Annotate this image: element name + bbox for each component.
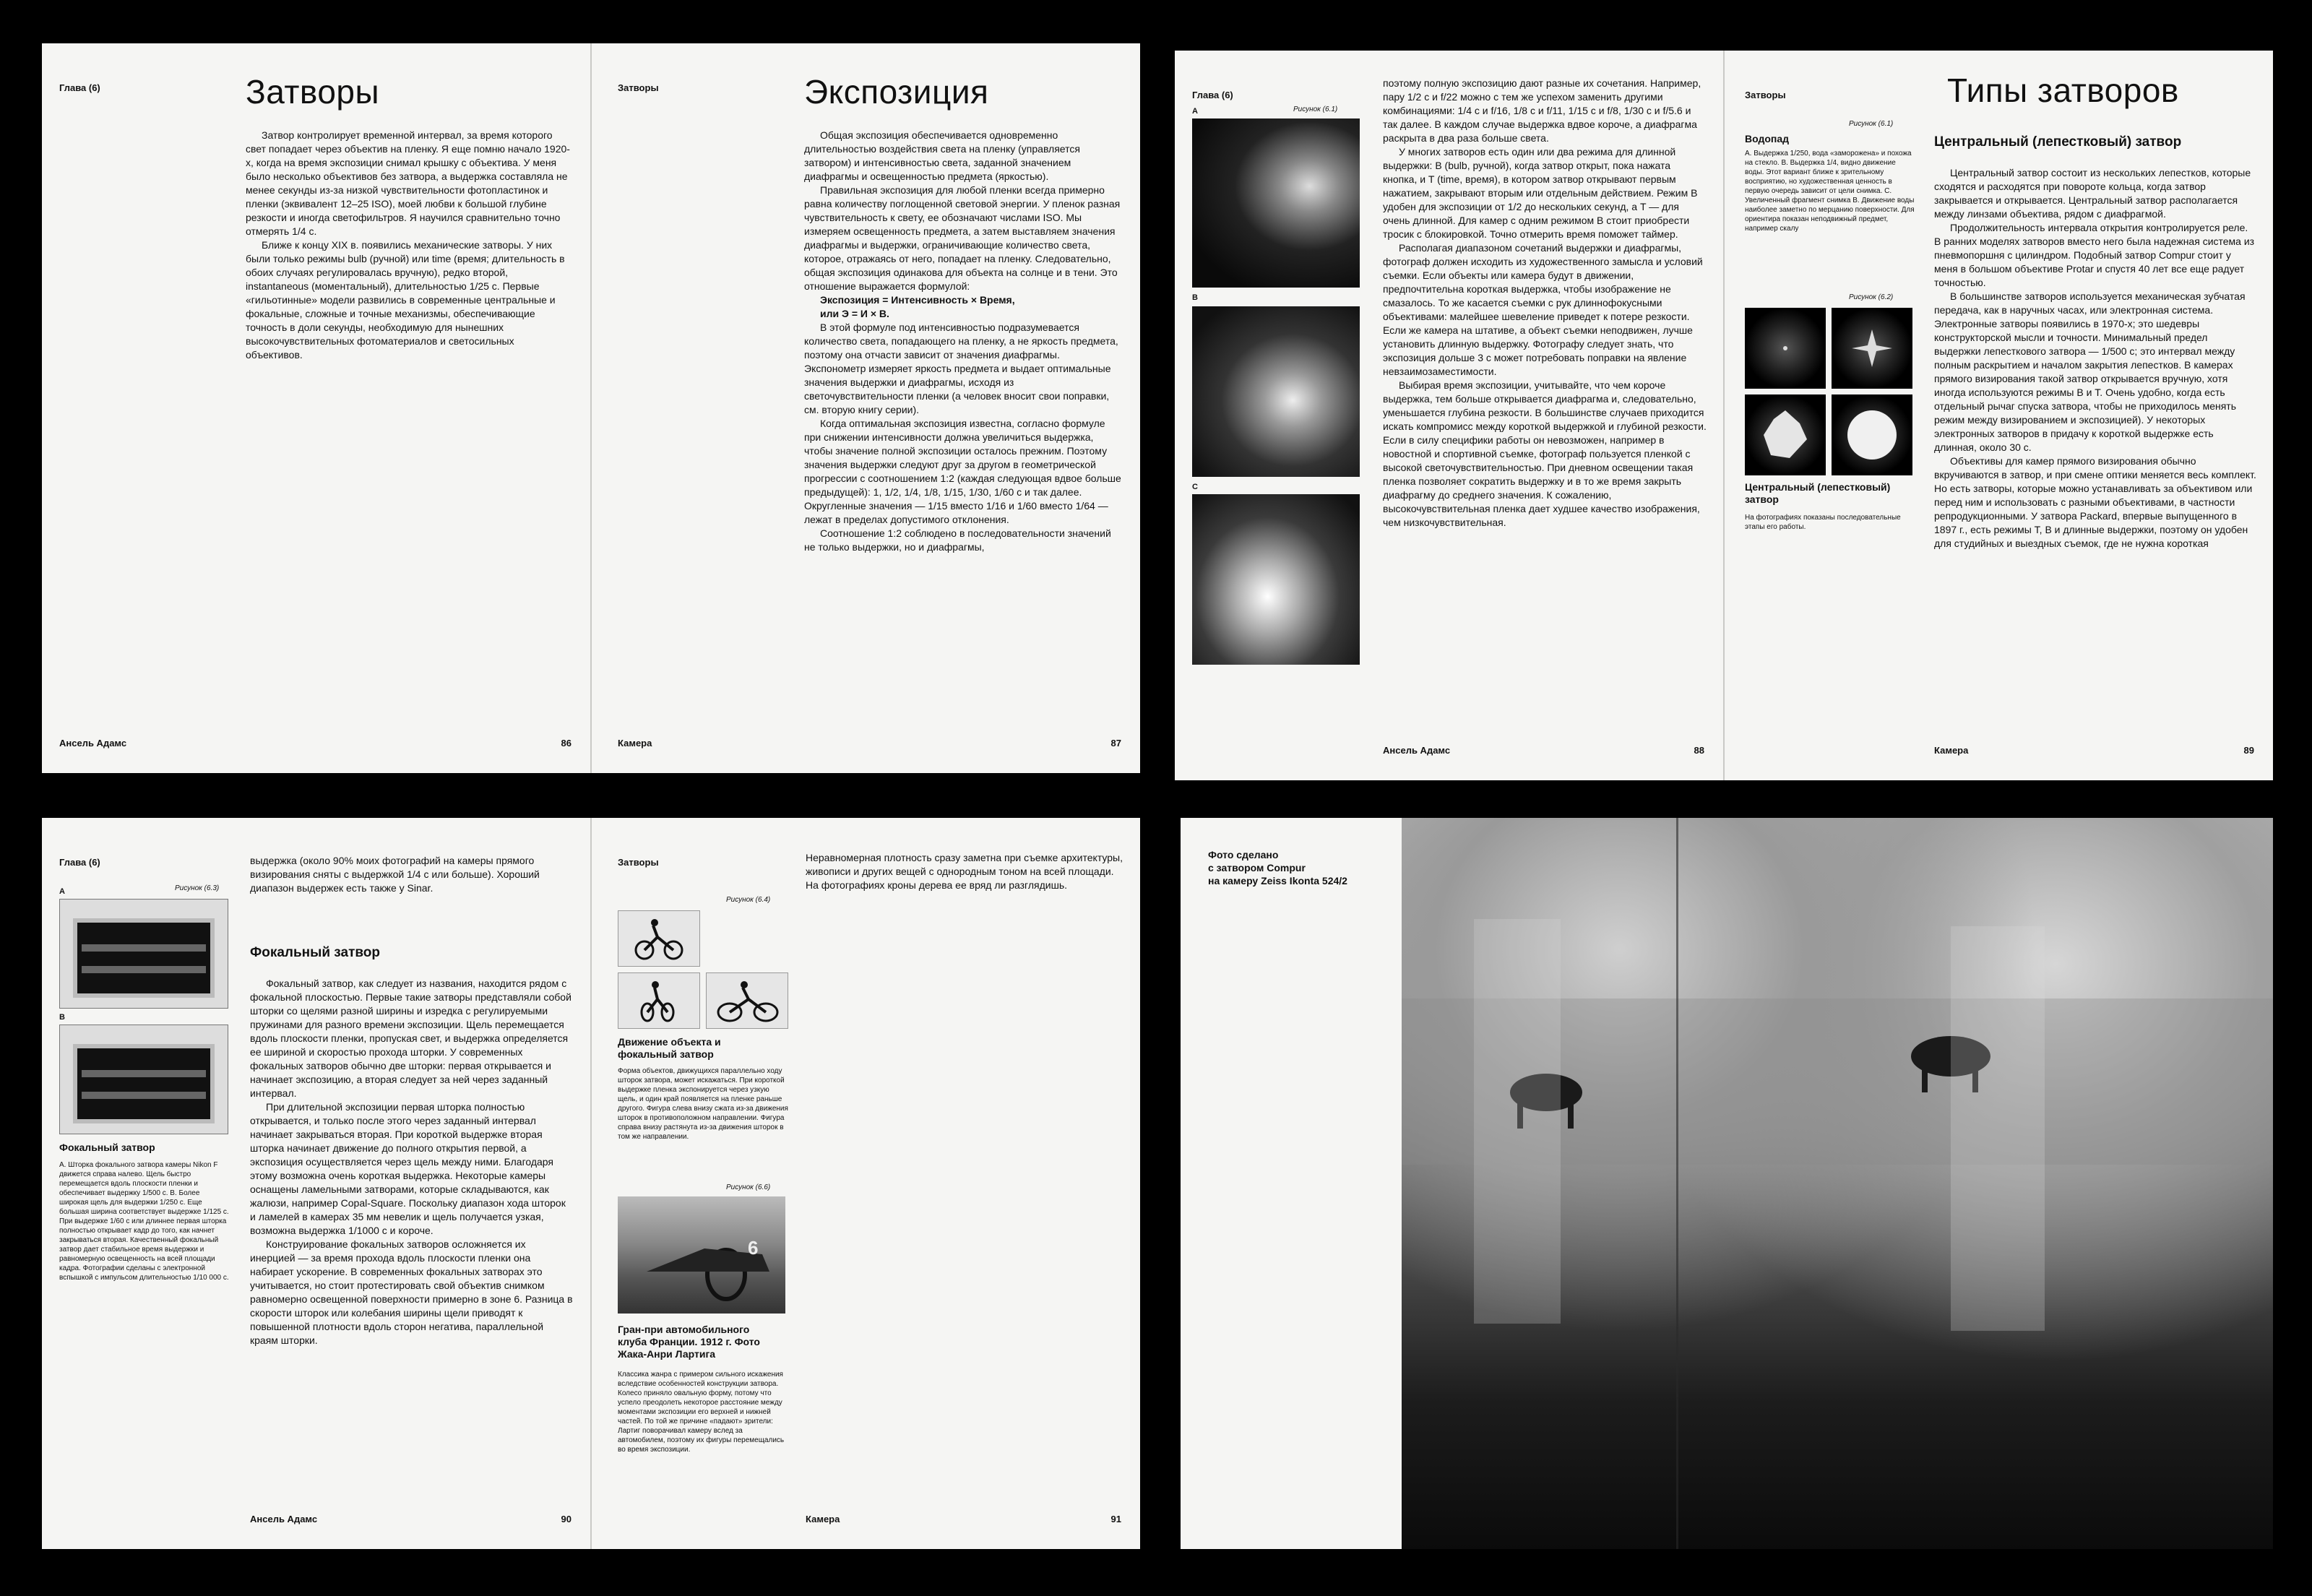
- paragraph: Общая экспозиция обеспечивается одновременно длительностью воздействия света на пленку (управляется затвором) и интенсивностью света, заданной значением диафрагмы и освещенностью предмета (яркостью).: [804, 129, 1080, 182]
- page-88: [1175, 51, 1723, 780]
- paragraph: Затвор контролирует временной интервал, за время которого свет попадает через объектив на пленку. Я еще помню начало 1920-х, когда на время экспозиции снимал крышку с объектива. У меня было несколько объективов без затвора, а выдержка составляла не менее секунды из-за низкой чувствительности фотопластинок и пленки (эквивалент 12–25 ISO), моей любви к большой глубине резкости и иногда светофильтров. Я научился сравнительно точно отмерять 1/4 с.: [246, 129, 570, 237]
- body-text: [806, 851, 1123, 892]
- running-head: Глава (6): [1192, 90, 1233, 100]
- page-number: 91: [1110, 1514, 1121, 1524]
- page-title: Типы затворов: [1947, 72, 2179, 109]
- page-number: 88: [1694, 745, 1704, 756]
- paragraph: поэтому полную экспозицию дают разные их сочетания. Например, пару 1/2 с и f/22 можно с тем же успехом заменить другими комбинациями: 1/4 с и f/16, 1/8 с и f/11, 1/15 с и f/8, 1/30 с и f/5.6 и так далее. В каждом случае выдержка вдвое короче, а диафрагма раскрыта в два раза больше света.: [1383, 77, 1701, 144]
- section-heading: Фокальный затвор: [250, 945, 381, 960]
- paragraph: Центральный затвор состоит из нескольких лепестков, которые сходятся и расходятся при повороте кольца, когда затвор закрывается и открывается. Центральный затвор располагается между линзами объектива, рядом с диафрагмой.: [1934, 167, 2251, 220]
- photo-caption: [1208, 848, 1347, 887]
- figure-label: Рисунок (6.4): [726, 896, 771, 904]
- waterfall-photo-a: [1192, 118, 1360, 288]
- figure-caption-title: Фокальный затвор: [59, 1142, 155, 1153]
- page-number: 89: [2243, 745, 2254, 756]
- paragraph: Ближе к концу XIX в. появились механические затворы. У них были только режимы bulb (ручной) или time (время; длительность в обоих случаях регулировалась вручную), редко второй, instantaneous (моментальный), длительностью 1/25 с. Первые «гильотинные» модели развились в современные центральные и фокальные, сложные и точные механизмы, обеспечивающие точность в доли секунды, необходимую для нынешних высокочувствительных фотоматериалов и светосильных объективов.: [246, 239, 565, 361]
- focal-shutter-photo-b: [59, 1025, 228, 1134]
- paragraph: Продолжительность интервала открытия контролируется реле. В ранних моделях затворов вместо него была надежная система из пневмопоршня с цилиндром. Подобный затвор Compur стоит у меня в большом объективе Protar и спустя 40 лет все еще радует точностью.: [1934, 222, 2255, 288]
- body-text: [804, 129, 1122, 554]
- waterfall-photo-b: [1192, 306, 1360, 477]
- figure-caption-title: Движение объекта и фокальный затвор: [618, 1036, 721, 1060]
- photo-page: [1402, 818, 2273, 1549]
- body-text: [250, 854, 574, 895]
- paragraph: Конструирование фокальных затворов осложняется их инерцией — за время прохода вдоль плоскости пленки она набирает ускорение. В современных фокальных затворах это учитывается, но стоит протестировать свой объектив снимком равномерно освещенной поверхности примерно в зоне 6. Разница в скорости шторок или колебания ширины щели приводят к повышенной плотности вдоль сторон негатива, параллельной краям шторки.: [250, 1238, 573, 1346]
- spread-88-89: [1175, 51, 2273, 780]
- paragraph: Располагая диапазоном сочетаний выдержки и диафрагмы, фотограф должен исходить из художественного замысла и условий съемки. Если объекты или камера будут в движении, предпочтительна короткая выдержка, чтобы изображение не смазалось. То же касается съемки с рук длиннофокусными объективами: малейшее шевеление приведет к потере резкости. Если же камера на штативе, а объект съемки неподвижен, лучше установить длинную выдержку. Фотографу следует знать, что экспозиция дольше 3 с может потребовать поправки на явление невзаимозаместимости.: [1383, 242, 1703, 377]
- car-number: 6: [748, 1237, 759, 1259]
- page-number: 90: [561, 1514, 571, 1524]
- figure-caption-text: Классика жанра с примером сильного искажения вследствие особенностей конструкции затвора. Колесо приняло овальную форму, потому что успело преодолеть некоторое расстояние между моментами экспозиции его верхней и нижней частей. По той же причине «падают» зрители: Лартиг поворачивал камеру вслед за автомобилем, поэтому их фигуры перемещались во время экспозиции.: [618, 1371, 785, 1454]
- figure-caption-title: Водопад: [1745, 133, 1790, 144]
- page-87: [592, 43, 1140, 773]
- spread-90-91: [42, 818, 1140, 1549]
- paragraph: У многих затворов есть один или два режима для длинной выдержки: B (bulb, ручной), когда затвор открыт, пока нажата кнопка, и T (time, время), в котором затвор открывают первым нажатием, закрывают вторым или отдельным действием. Режим B удобен для экспозиции от 1/2 до нескольких секунд, а T — для очень длинной. Для камер с одним режимом B стоит приобрести тросик с блокировкой. Точно отмерить время поможет таймер.: [1383, 146, 1698, 240]
- double-exposure-photo: [1402, 818, 2273, 1549]
- shutter-photo-1: [1745, 308, 1826, 389]
- focal-shutter-photo-a: [59, 899, 228, 1009]
- photo-caption-line: на камеру Zeiss Ikonta 524/2: [1208, 875, 1347, 887]
- figure-letter: A: [1192, 107, 1198, 116]
- figure-label: Рисунок (6.1): [1293, 105, 1338, 113]
- figure-label: Рисунок (6.6): [726, 1183, 771, 1191]
- paragraph: Правильная экспозиция для любой пленки всегда примерно равна количеству поглощенной световой энергии. У пленок разная чувствительность к свету, ее обозначают числами ISO. Мы измеряем освещенность предмета, а затем выставляем значения диафрагмы и выдержки, ограничивающие количество света, которое, отражаясь от него, попадает на пленку. Следовательно, общая экспозиция одинакова для объекта на солнце и в тени. Это отношение выражается формулой:: [804, 184, 1121, 292]
- body-text: [250, 977, 574, 1347]
- cyclist-photo-top: [618, 910, 700, 967]
- footer-author: Ансель Адамс: [250, 1514, 318, 1524]
- page-number: 86: [561, 738, 571, 749]
- page-89: [1725, 51, 2273, 780]
- paragraph: Фокальный затвор, как следует из названия, находится рядом с фокальной плоскостью. Первые такие затворы представляли собой шторки со щелями разной ширины и изредка с регулируемыми пружинами для разного времени экспозиции. Щель перемещается вдоль плоскости пленки, пропуская свет, и выдержка определяется ее шириной и скоростью прохода шторки. У современных фокальных затворов обычно две шторки: первая открывается и начинает экспозицию, а вторая следует за ней через заданный интервал.: [250, 978, 571, 1099]
- waterfall-photo-c: [1192, 494, 1360, 665]
- page-number: 87: [1110, 738, 1121, 749]
- section-heading: Центральный (лепестковый) затвор: [1934, 134, 2182, 150]
- cyclist-photo-stretched: [706, 972, 788, 1029]
- paragraph: Объективы для камер прямого визирования обычно вкручиваются в затвор, и при смене оптики меняется весь комплект. Но есть затворы, которые можно устанавливать за объективом или перед ним и использовать с разными объективами, в частности репродукционными. У затвора Packard, впервые выпущенного в 1897 г., есть режимы T, B и длинные выдержки, поэтому он удобен для студийных и выездных съемок, где не нужна короткая: [1934, 455, 2256, 549]
- paragraph: Выбирая время экспозиции, учитывайте, что чем короче выдержка, тем больше открывается диафрагма и, следовательно, уменьшается глубина резкости. В большинстве случаев приходится искать компромисс между короткой выдержкой и глубиной резкости. Если в силу специфики работы он невозможен, например в новостной и спортивной съемке, фотограф пользуется пленкой с высокой светочувствительностью. При дневном освещении такая пленка позволяет сократить выдержку и в то же время закрыть диафрагму до среднего значения. К сожалению, высокочувствительная пленка дает худшее качество изображения, чем низкочувствительная.: [1383, 379, 1707, 528]
- figure-letter: C: [1192, 483, 1198, 491]
- paragraph: Неравномерная плотность сразу заметна при съемке архитектуры, живописи и других вещей с однородным тоном на всей площади. На фотографиях кроны дерева ее вряд ли разглядишь.: [806, 852, 1123, 891]
- figure-label: Рисунок (6.2): [1849, 293, 1894, 301]
- spread-86-87: [42, 43, 1140, 773]
- page-90: [42, 818, 590, 1549]
- page-title: Затворы: [246, 73, 380, 111]
- figure-letter: B: [59, 1013, 65, 1022]
- caption-page: [1181, 818, 1402, 1549]
- figure-caption-title: Гран-при автомобильного клуба Франции. 1912 г. Фото Жака-Анри Лартига: [618, 1324, 760, 1360]
- paragraph: В большинстве затворов используется механическая зубчатая передача, как в наручных часах, или электронная система. Электронные затворы появились в 1970-х; это шедевры конструкторской мысли и точности. Минимальный предел выдержки лепесткового затвора — 1/500 с; это интервал между полным раскрытием и началом закрытия лепестков. В камерах прямого визирования такой затвор открывается вручную, хотя иногда используются режимы B и T. Очень удобно, когда есть отдельный рычаг спуска затвора, чтобы не приходилось менять режим между визированием и экспозицией). У некоторых электронных затворов в придачу к короткой выдержке есть длинная, около 30 с.: [1934, 290, 2246, 453]
- body-text: [246, 129, 571, 362]
- figure-label: Рисунок (6.1): [1849, 120, 1894, 128]
- paragraph: При длительной экспозиции первая шторка полностью открывается, и только после этого через заданный интервал начинает закрываться вторая. При короткой выдержке вторая шторка начинает движение до полного открытия первой, а экспозиция осуществляется через щель между ними. Благодаря этому возможна очень короткая выдержка. Некоторые камеры оснащены ламельными затворами, которые складываются, как жалюзи, например Copal-Square. Поскольку диапазон хода шторок и ламелей в камерах 35 мм невелик и щель получается узкая, возможна выдержка 1/1000 с и короче.: [250, 1101, 566, 1236]
- page-title: Экспозиция: [804, 73, 989, 111]
- figure-letter: A: [59, 887, 65, 896]
- footer-book: Камера: [1934, 745, 1969, 756]
- photo-caption-line: с затвором Compur: [1208, 862, 1306, 874]
- running-head: Затворы: [618, 82, 659, 93]
- figure-label: Рисунок (6.3): [175, 884, 220, 892]
- paragraph: выдержка (около 90% моих фотографий на камеры прямого визирования сняты с выдержкой 1/4 с или больше). Хороший диапазон выдержек есть также у Sinar.: [250, 855, 540, 894]
- running-head: Глава (6): [59, 82, 100, 93]
- footer-author: Ансель Адамс: [1383, 745, 1451, 756]
- body-text: [1383, 77, 1707, 530]
- running-head: Глава (6): [59, 857, 100, 868]
- page-86: [42, 43, 590, 773]
- shutter-photo-3: [1745, 394, 1826, 475]
- formula: Экспозиция = Интенсивность × Время,: [820, 294, 1015, 306]
- body-text: [1934, 166, 2256, 551]
- spread-photo: [1181, 818, 2273, 1549]
- figure-caption-text: На фотографиях показаны последовательные этапы его работы.: [1745, 514, 1901, 531]
- figure-caption-text: A. Шторка фокального затвора камеры Nikon F движется справа налево. Щель быстро перемещается вдоль плоскости пленки и обеспечивает выдержку 1/500 с. B. Более широкая щель для выдержки 1/250 с. Еще большая ширина соответствует выдержке 1/125 с. При выдержке 1/60 с или длиннее первая шторка полностью открывает кадр до того, как начнет закрываться вторая. Качественный фокальный затвор дает стабильное время выдержки и равномерную освещенность на всей площади кадра. Фотографии сделаны с электронной вспышкой с импульсом длительностью 1/10 000 с.: [59, 1161, 229, 1282]
- figure-caption-text: A. Выдержка 1/250, вода «заморожена» и похожа на стекло. B. Выдержка 1/4, видно движение воды. Этот вариант ближе к зрительному восприятию, но художественная ценность в первую очередь зависит от цели снимка. C. Увеличенный фрагмент снимка B. Движение воды наиболее заметно по мерцанию поверхности. Для ориентира показан неподвижный предмет, например скалу: [1745, 150, 1915, 233]
- footer-book: Камера: [806, 1514, 840, 1524]
- cyclist-photo-compressed: [618, 972, 700, 1029]
- footer-author: Ансель Адамс: [59, 738, 127, 749]
- figure-caption-title: Центральный (лепестковый) затвор: [1745, 481, 1891, 505]
- paragraph: В этой формуле под интенсивностью подразумевается количество света, попадающего на пленку, а не яркость предмета, поэтому она отчасти зависит от значения диафрагмы. Экспонометр измеряет яркость предмета и выдает оптимальные значения выдержки и диафрагмы, исходя из светочувствительности пленки (а человек вносит свои поправки, см. вторую книгу серии).: [804, 322, 1118, 415]
- paragraph: Соотношение 1:2 соблюдено в последовательности значений не только выдержки, но и диафрагмы,: [804, 527, 1111, 553]
- shutter-photo-2: [1832, 308, 1912, 389]
- figure-caption-text: Форма объектов, движущихся параллельно ходу шторок затвора, может искажаться. При короткой выдержке пленка экспонируется через узкую щель, и один край появляется на пленке раньше другого. Фигура слева внизу сжата из-за движения шторок в противоположном направлении. Фигура справа внизу растянута из-за движения шторок в том же направлении.: [618, 1067, 788, 1141]
- footer-book: Камера: [618, 738, 652, 749]
- page-91: [592, 818, 1140, 1549]
- shutter-photo-4: [1832, 394, 1912, 475]
- running-head: Затворы: [1745, 90, 1786, 100]
- formula: или Э = И × В.: [820, 308, 889, 319]
- paragraph: Когда оптимальная экспозиция известна, согласно формуле при снижении интенсивности должна увеличиться выдержка, чтобы значение полной экспозиции осталось прежним. Поэтому значения выдержки следуют друг за другом в геометрической прогрессии с соотношением 1:2 (каждая следующая вдвое больше предыдущей): 1, 1/2, 1/4, 1/8, 1/15, 1/30, 1/60 с и так далее. Округленные значения — 1/15 вместо 1/16 и 1/60 вместо 1/64 — лежат в пределах допустимого отклонения.: [804, 418, 1121, 525]
- photo-caption-line: Фото сделано: [1208, 849, 1279, 860]
- running-head: Затворы: [618, 857, 659, 868]
- figure-letter: B: [1192, 293, 1198, 302]
- race-car-photo: [618, 1196, 785, 1314]
